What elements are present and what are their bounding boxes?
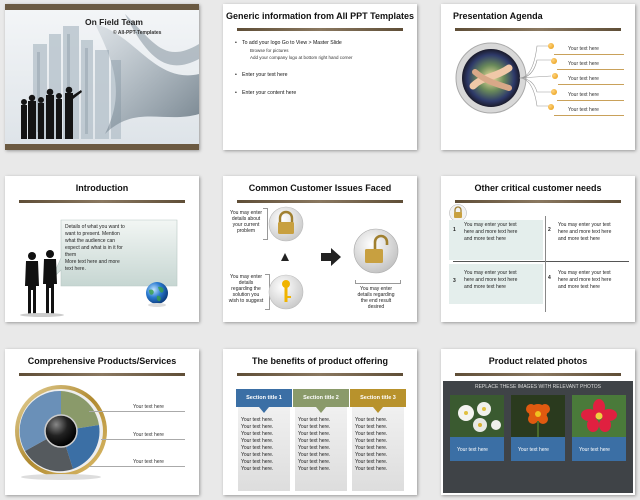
padlock-closed-icon [268,206,304,242]
need-text: You may enter your text here and more text here and more text here [464,270,518,290]
agenda-bullet-icon [548,43,554,49]
agenda-line [557,69,624,70]
banner-text: REPLACE THESE IMAGES WITH RELEVANT PHOTOS [474,384,602,390]
slide-thumbnail-2[interactable] [223,4,417,150]
header-pointer [316,407,326,413]
slide-thumbnail-5[interactable] [223,176,417,322]
bracket-line [355,280,401,284]
slide-thumbnail-4[interactable] [5,176,199,322]
solution-text: You may enter details regarding the solution you wish to suggest [228,274,264,304]
arrow-right-icon [319,246,343,268]
people-silhouette-image [17,248,67,318]
result-text: You may enter details regarding the end result desired [357,286,395,310]
slide-thumbnail-6[interactable] [441,176,635,322]
globe-icon [143,280,171,308]
slide-title: The benefits of product offering [252,356,388,366]
photo-caption: Your text here [518,447,549,453]
agenda-item: Your text here [568,76,599,82]
benefit-list: Your text here. Your text here. Your text here. Your text here. Your text here. Your text here. Your text here. Your text here. [241,417,274,472]
slide-title: Presentation Agenda [453,11,543,21]
sub-bullet-text: Add your company logo at bottom right hand corner [250,55,353,60]
agenda-line [557,100,624,101]
white-flowers-photo [450,395,504,437]
service-item: Your text here [133,459,164,465]
slide-title: Introduction [75,183,129,193]
slide-title: Common Customer Issues Faced [248,183,392,193]
bullet-text: To add your logo Go to View > Master Slide [242,40,342,46]
title-rule [455,373,621,376]
title-rule [19,373,185,376]
connector-line [89,411,185,412]
need-number: 2 [548,227,551,233]
agenda-line [558,84,624,85]
photo-caption: Your text here [579,447,610,453]
slide-thumbnail-3[interactable] [441,4,635,150]
title-rule [237,200,403,203]
connector-line [101,439,185,440]
bullet-text: Enter your content here [242,90,297,96]
need-number: 1 [453,227,456,233]
agenda-bullet-icon [548,104,554,110]
service-item: Your text here [133,404,164,410]
problem-text: You may enter details about your current problem [229,210,263,234]
section-header: Section title 2 [293,389,349,407]
title-rule [237,28,403,31]
need-number: 4 [548,275,551,281]
padlock-open-icon [353,228,399,274]
need-number: 3 [453,278,456,284]
agenda-item: Your text here [568,46,599,52]
slide-thumbnail-7[interactable] [5,349,199,495]
connector-line [89,466,185,467]
bullet-text: Enter your text here [242,72,288,78]
benefit-list: Your text here. Your text here. Your text here. Your text here. Your text here. Your text here. Your text here. Your text here. [298,417,331,472]
triangle-icon [280,252,290,262]
service-item: Your text here [133,432,164,438]
need-text: You may enter your text here and more text here and more text here [558,222,612,242]
bullet-dot-icon: • [235,72,237,78]
header-pointer [373,407,383,413]
section-header: Section title 1 [236,389,292,407]
header-pointer [259,407,269,413]
agenda-line [554,115,624,116]
sub-bullet-text: Browse for pictures [250,48,289,53]
title-rule [455,28,621,31]
need-text: You may enter your text here and more text here and more text here [558,270,612,290]
handshake-globe-image [455,42,527,114]
agenda-item: Your text here [568,61,599,67]
photo-caption: Your text here [457,447,488,453]
benefit-list: Your text here. Your text here. Your text here. Your text here. Your text here. Your text here. Your text here. Your text here. [355,417,388,472]
red-flower-photo [572,395,626,437]
agenda-item: Your text here [568,92,599,98]
agenda-bullet-icon [551,58,557,64]
slide-thumbnail-1[interactable] [5,4,199,150]
slide-title: Generic information from All PPT Templates [225,11,415,21]
key-icon [268,274,304,310]
grid-divider-h [453,261,629,262]
title-rule [455,200,621,203]
title-rule [19,200,185,203]
bullet-dot-icon: • [235,40,237,46]
slide-title: Comprehensive Products/Services [27,356,177,366]
copyright-text: © All-PPT-Templates [113,30,162,36]
need-text: You may enter your text here and more text here and more text here [464,222,518,242]
section-header: Section title 3 [350,389,406,407]
agenda-item: Your text here [568,107,599,113]
slide-thumbnail-9[interactable] [441,349,635,495]
orange-flower-photo [511,395,565,437]
agenda-bullet-icon [552,73,558,79]
slide-thumbnail-8[interactable] [223,349,417,495]
slide-title: Product related photos [488,356,588,366]
agenda-bullet-icon [551,89,557,95]
slide-title: Other critical customer needs [474,183,602,193]
agenda-line [554,54,624,55]
intro-text: Details of what you want to want to present. Mention what the audience can expect and what is in it for them More text here and more text here. [65,224,125,272]
title-rule [237,373,403,376]
grid-divider-v [545,216,546,312]
slide-title: On Field Team [85,17,143,27]
bullet-dot-icon: • [235,90,237,96]
